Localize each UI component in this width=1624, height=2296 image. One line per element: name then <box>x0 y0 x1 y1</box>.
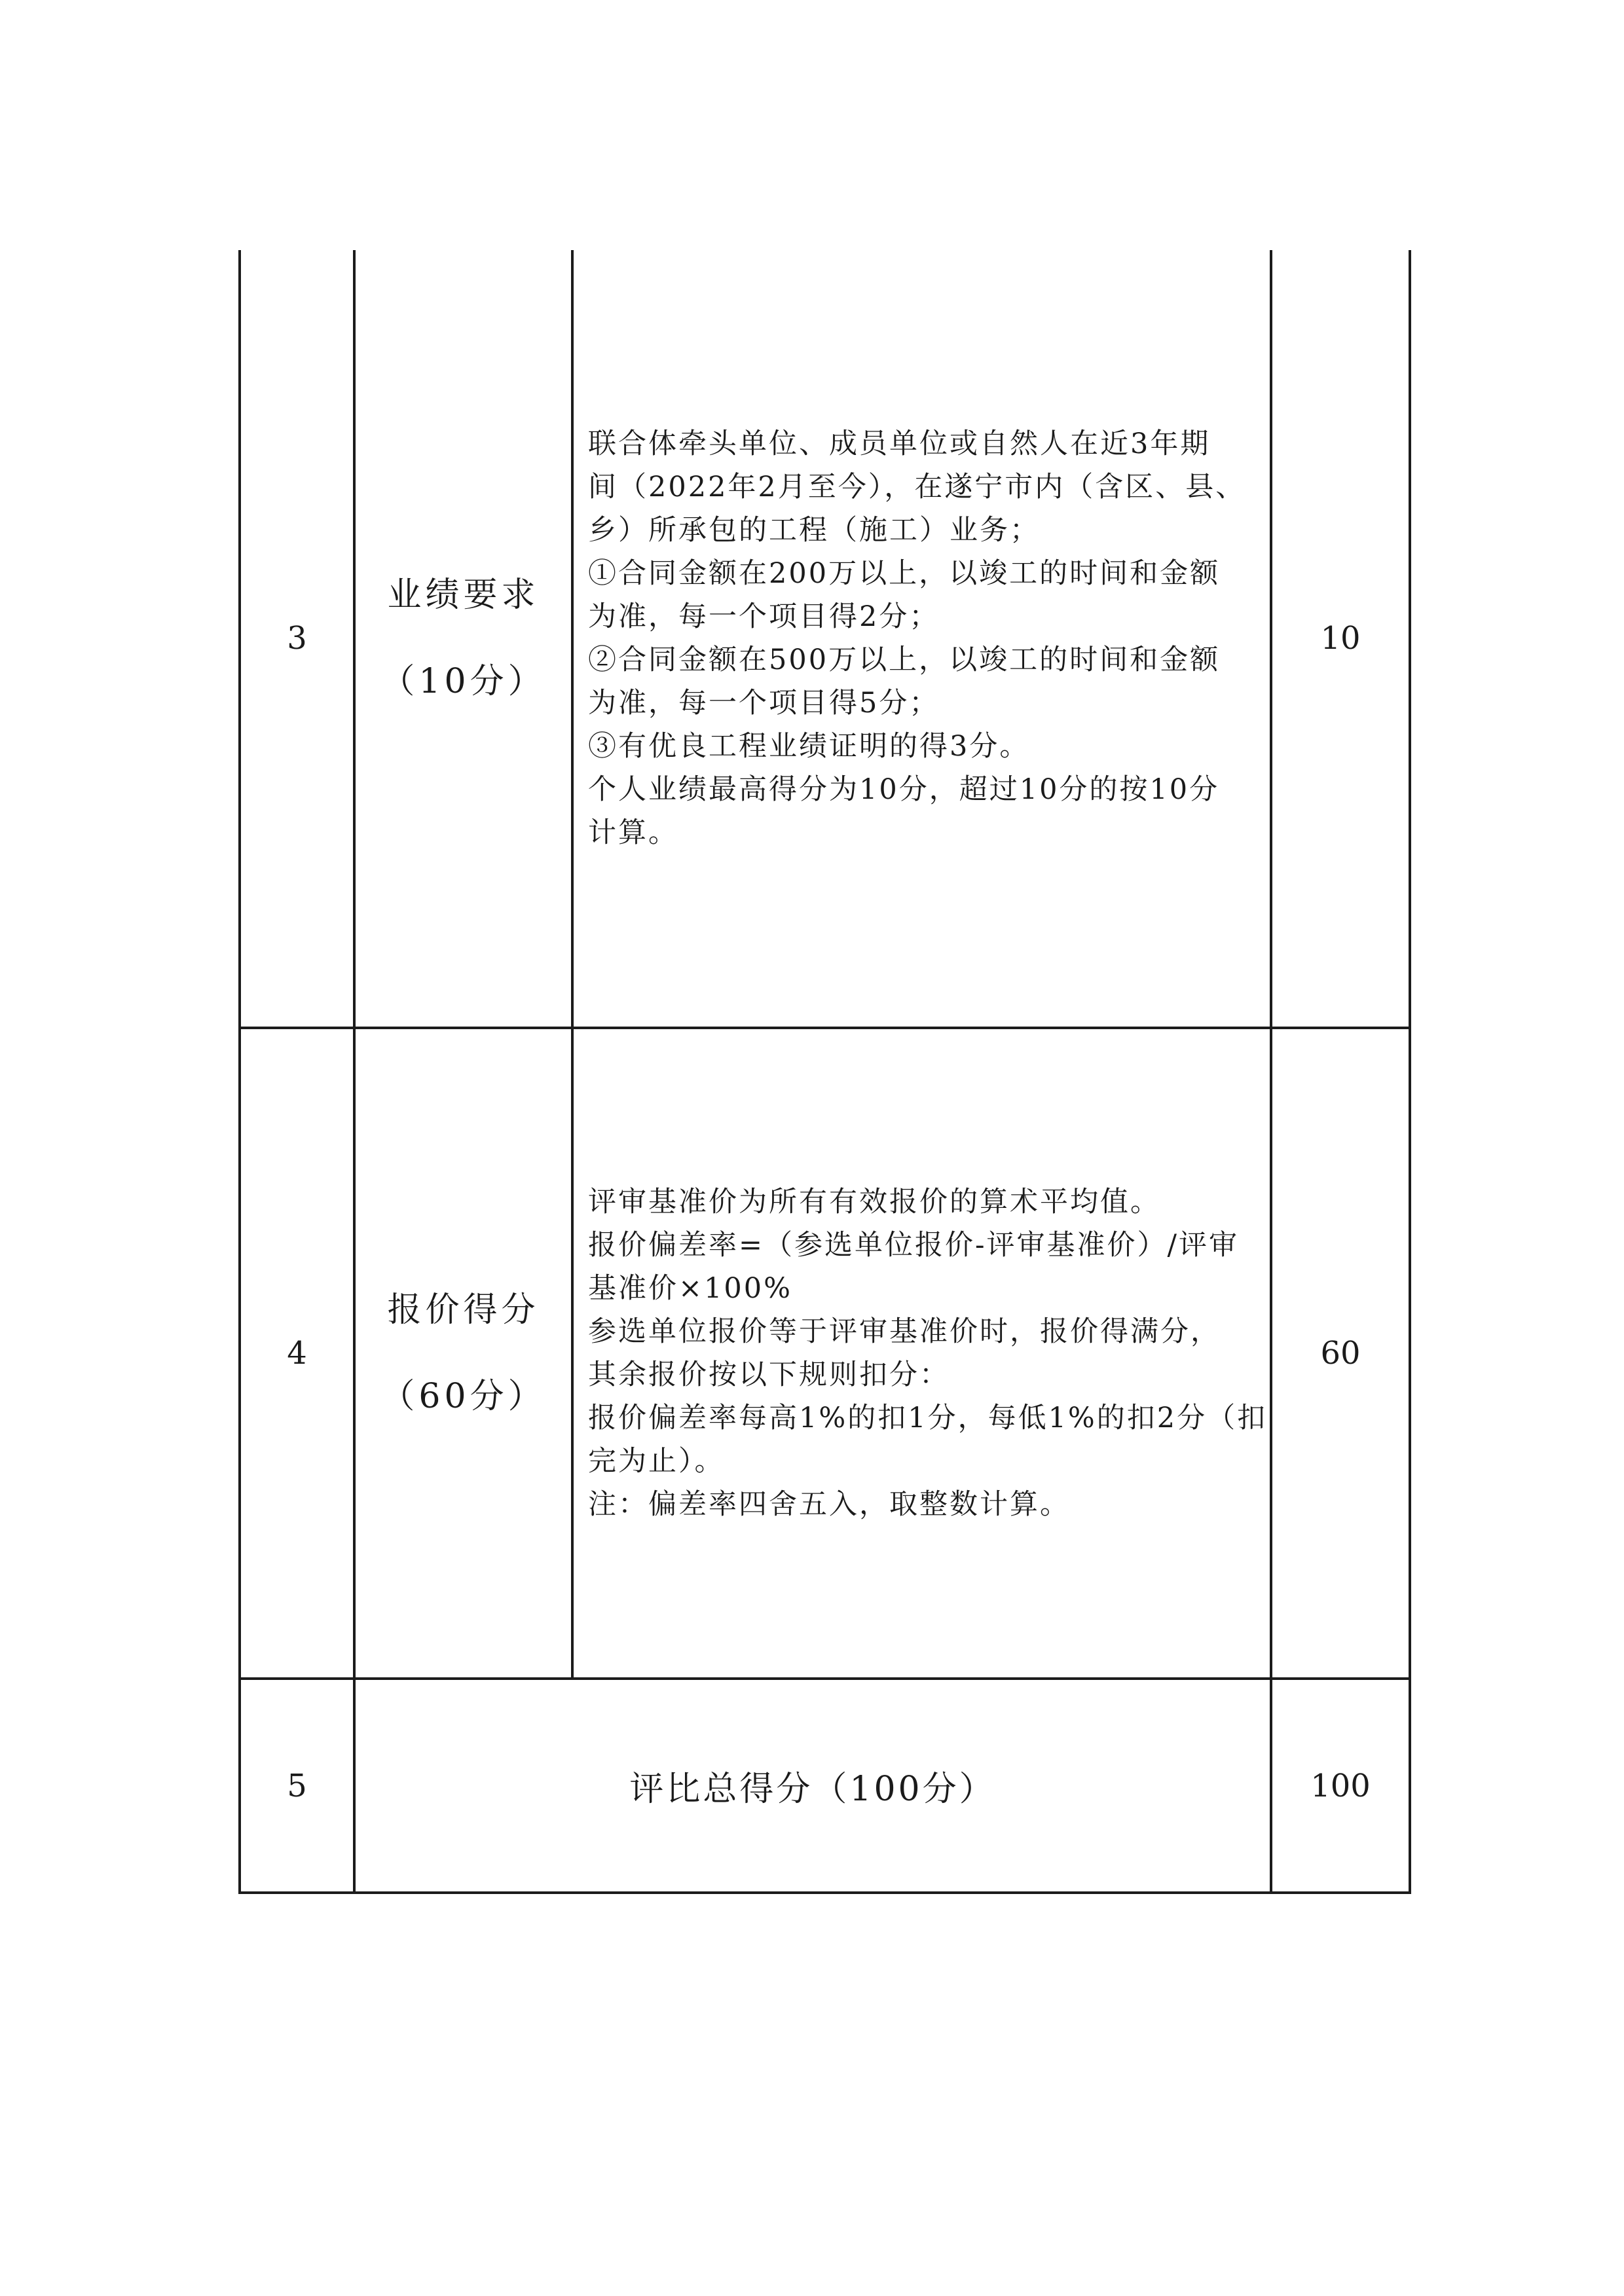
criteria-description <box>572 250 1271 1028</box>
points-value: 60 <box>1271 1028 1410 1679</box>
description-line: 完为止）。 <box>588 1445 725 1478</box>
description-line: 计算。 <box>588 816 678 849</box>
table-row <box>240 1028 1410 1679</box>
scoring-table <box>238 250 1411 1894</box>
table-row <box>240 250 1410 1028</box>
points-value: 10 <box>1271 250 1410 1028</box>
description-line: 其余报价按以下规则扣分： <box>588 1358 950 1391</box>
description-line: 个人业绩最高得分为10分，超过10分的按10分 <box>588 773 1220 806</box>
description-line: ②合同金额在500万以上，以竣工的时间和金额 <box>588 644 1221 676</box>
description-line: 基准价×100% <box>588 1272 792 1305</box>
description-line: 乡）所承包的工程（施工）业务； <box>588 514 1040 547</box>
total-row <box>240 1679 1410 1893</box>
total-label: 评比总得分（100分） <box>354 1679 1271 1893</box>
item-cell <box>354 250 572 1028</box>
description-line: 评审基准价为所有有效报价的算术平均值。 <box>588 1186 1160 1218</box>
description-line: 报价偏差率=（参选单位报价-评审基准价）/评审 <box>588 1229 1240 1262</box>
description-line: 间（2022年2月至今），在遂宁市内（含区、县、 <box>588 471 1246 503</box>
description-line: 参选单位报价等于评审基准价时，报价得满分， <box>588 1315 1221 1348</box>
description-line: 为准，每一个项目得5分； <box>588 687 940 720</box>
item-points: （60分） <box>380 1377 546 1416</box>
description-line: ①合同金额在200万以上，以竣工的时间和金额 <box>588 557 1221 590</box>
total-points-value: 100 <box>1271 1679 1410 1893</box>
description-line: 报价偏差率每高1%的扣1分，每低1%的扣2分（扣 <box>588 1402 1268 1434</box>
description-line: ③有优良工程业绩证明的得3分。 <box>588 730 1030 763</box>
criteria-description <box>572 1028 1271 1679</box>
item-cell <box>354 1028 572 1679</box>
item-name: 业绩要求 <box>387 575 540 615</box>
description-line: 联合体牵头单位、成员单位或自然人在近3年期 <box>588 428 1211 460</box>
row-number: 5 <box>240 1679 354 1893</box>
description-line: 注：偏差率四舍五入，取整数计算。 <box>588 1488 1070 1521</box>
row-number: 3 <box>240 250 354 1028</box>
item-name: 报价得分 <box>387 1290 540 1330</box>
description-line: 为准，每一个项目得2分； <box>588 600 940 633</box>
item-points: （10分） <box>380 662 546 701</box>
row-number: 4 <box>240 1028 354 1679</box>
